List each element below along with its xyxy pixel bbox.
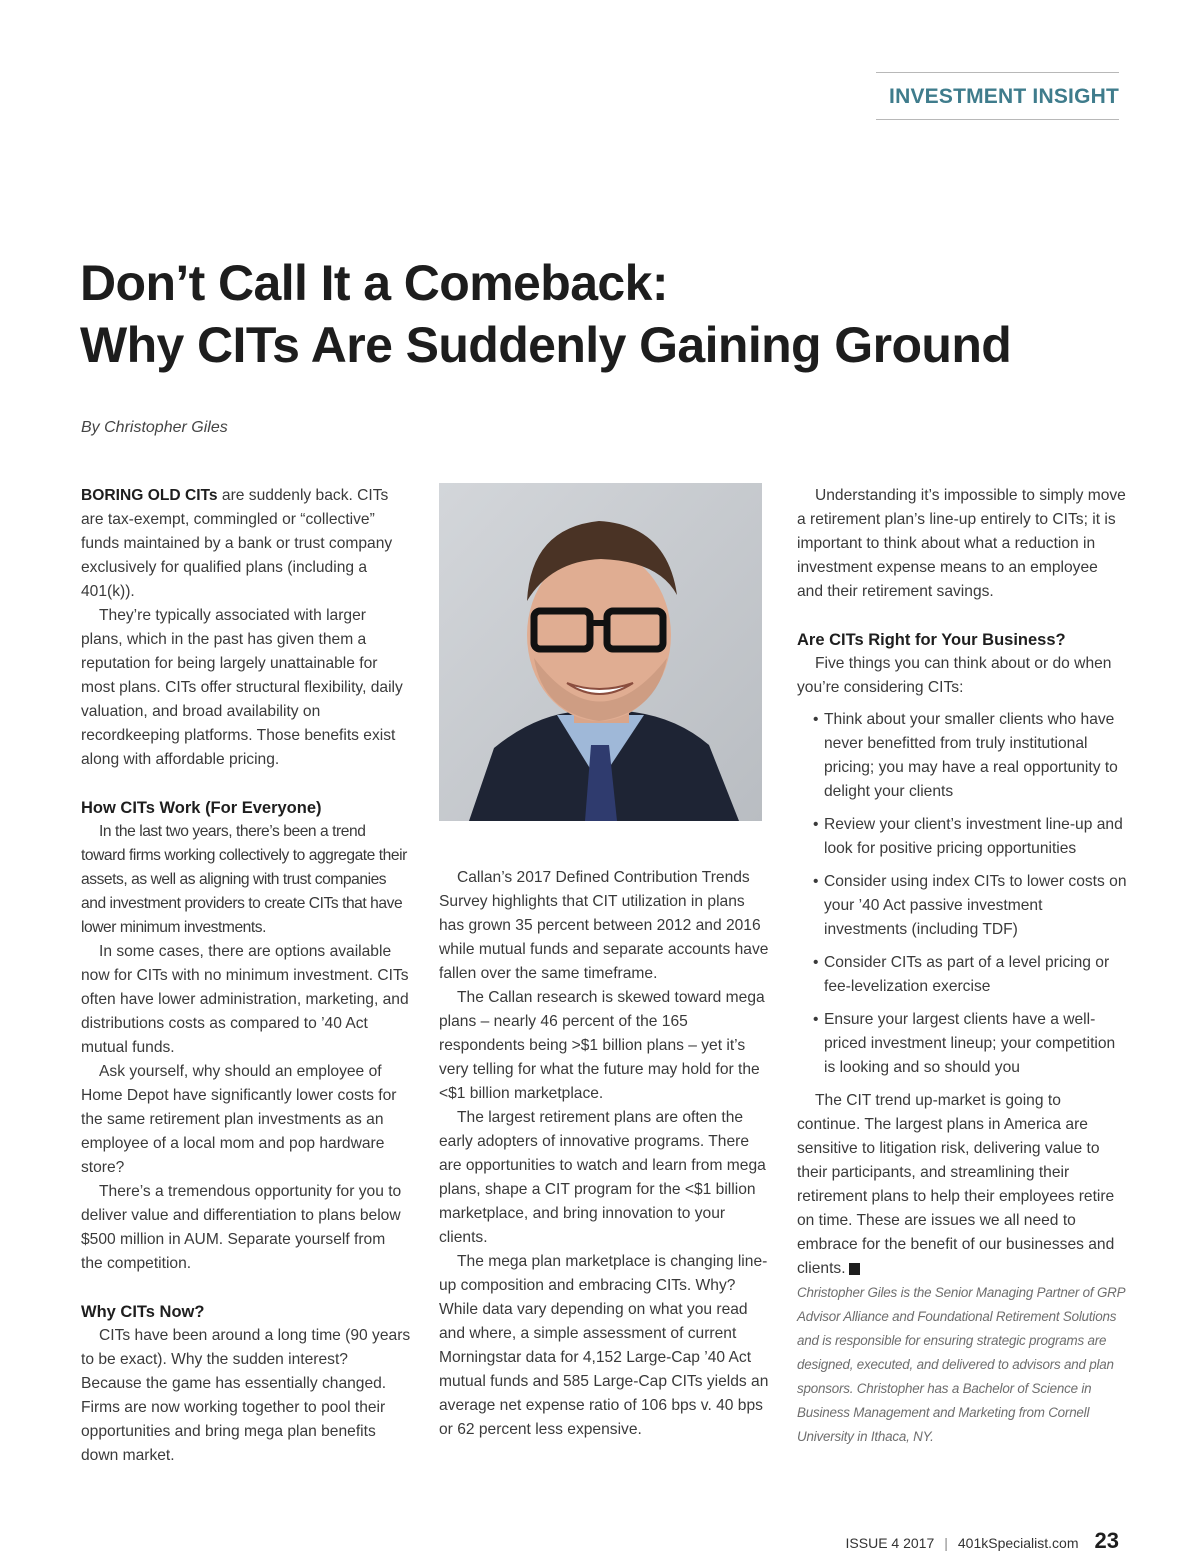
paragraph: Five things you can think about or do when you’re considering CITs: [797,655,1112,696]
author-photo [439,483,762,821]
website-label: 401kSpecialist.com [957,1535,1079,1551]
subheading: How CITs Work (For Everyone) [81,799,322,817]
paragraph: They’re typically associated with larger plans, which in the past has given them a reputation for being largely unattainable for most plans. CITs offer structural flexibility, daily valuation, and broad availability on recordkeeping platforms. Those benefits exist along with affordable pricing. [81,607,403,768]
paragraph: The mega plan marketplace is changing line-up composition and embracing CITs. Why? While data vary depending on what you read and where, a simple assessment of current Morningstar data for 4,152 Large-Cap ’40 Act mutual funds and 585 Large-Cap CITs yields an average net expense ratio of 106 bps v. 40 bps or 62 percent less expensive. [439,1253,769,1438]
bullet-icon: • [813,873,819,890]
author-bio: Christopher Giles is the Senior Managing Partner of GRP Advisor Alliance and Foundational Retirement Solutions and is responsible for ensuring strategic programs are designed, executed, and delivered to advisors and plan sponsors. Christopher has a Bachelor of Science in Business Management and Marketing from Cornell University in Ithaca, NY. [797,1285,1125,1444]
paragraph: Understanding it’s impossible to simply move a retirement plan’s line-up entirely to CITs; it is important to think about what a reduction in investment expense means to an employee and their retirement savings. [797,487,1126,600]
paragraph: In some cases, there are options available now for CITs with no minimum investment. CITs often have lower administration, marketing, and distributions costs as compared to ’40 Act mutual funds. [81,943,409,1056]
paragraph: Ask yourself, why should an employee of Home Depot have significantly lower costs for the same retirement plan investments as an employee of a local mom and pop hardware store? [81,1063,397,1176]
column-1 [81,484,411,1468]
list-item-text: Think about your smaller clients who have never benefitted from truly institutional pricing; you may have a real opportunity to delight your clients [824,711,1118,800]
subheading: Why CITs Now? [81,1303,205,1321]
list-item-text: Ensure your largest clients have a well-priced investment lineup; your competition is looking and so should you [824,1011,1116,1076]
end-mark-icon: K [849,1263,860,1275]
paragraph: There’s a tremendous opportunity for you to deliver value and differentiation to plans below $500 million in AUM. Separate yourself from the competition. [81,1183,402,1272]
paragraph-text: The CIT trend up-market is going to continue. The largest plans in America are sensitive to litigation risk, delivering value to their participants, and streamlining their retirement plans to help their employees retire on time. These are issues we all need to embrace for the benefit of our businesses and clients. [797,1092,1115,1277]
paragraph [81,484,411,604]
issue-label: ISSUE 4 2017 [845,1535,935,1551]
paragraph: Callan’s 2017 Defined Contribution Trends Survey highlights that CIT utilization in plans has grown 35 percent between 2012 and 2016 while mutual funds and separate accounts have fallen over the same timeframe. [439,869,769,982]
paragraph: CITs have been around a long time (90 years to be exact). Why the sudden interest? Because the game has essentially changed. Firms are now working together to pool their opportunities and bring mega plan benefits down market. [81,1327,411,1464]
paragraph: The largest retirement plans are often the early adopters of innovative programs. There are opportunities to watch and learn from mega plans, shape a CIT program for the <$1 billion marketplace, and bring innovation to your clients. [439,1109,766,1246]
bullet-icon: • [813,816,819,833]
bullet-icon: • [813,954,819,971]
list-item [813,813,1127,861]
bullet-icon: • [813,711,819,728]
list-item-text: Review your client’s investment line-up and look for positive pricing opportunities [824,816,1123,857]
paragraph-text: are suddenly back. CITs are tax-exempt, commingled or “collective” funds maintained by a bank or trust company exclusively for qualified plans (including a 401(k)). [81,487,393,600]
page-number: 23 [1094,1528,1119,1553]
subheading: Are CITs Right for Your Business? [797,631,1066,649]
byline: By Christopher Giles [81,419,228,436]
list-item [813,951,1127,999]
paragraph [797,1089,1127,1281]
paragraph: The Callan research is skewed toward mega plans – nearly 46 percent of the 165 respondents being >$1 billion plans – yet it’s very telling for what the future may hold for the <$1 billion marketplace. [439,989,765,1102]
list-item [813,708,1127,804]
column-2 [439,866,769,1442]
section-tag: INVESTMENT INSIGHT [876,72,1119,120]
list-item [813,870,1127,942]
page-footer [846,1528,1119,1558]
article-title-line-2: Why CITs Are Suddenly Gaining Ground [80,317,1012,373]
list-item-text: Consider using index CITs to lower costs on your ’40 Act passive investment investments (including TDF) [824,873,1127,938]
article-title-line-1: Don’t Call It a Comeback: [80,255,668,311]
column-3 [797,484,1127,1449]
lead-in: BORING OLD CITs [81,487,218,504]
bullet-icon: • [813,1011,819,1028]
footer-separator: | [944,1535,948,1551]
article-title [80,252,1140,376]
list-item [813,1008,1127,1080]
tips-list [797,708,1127,1080]
paragraph: In the last two years, there’s been a trend toward firms working collectively to aggregate their assets, as well as aligning with trust companies and investment providers to create CITs that have lower minimum investments. [81,823,407,936]
list-item-text: Consider CITs as part of a level pricing or fee-levelization exercise [824,954,1110,995]
